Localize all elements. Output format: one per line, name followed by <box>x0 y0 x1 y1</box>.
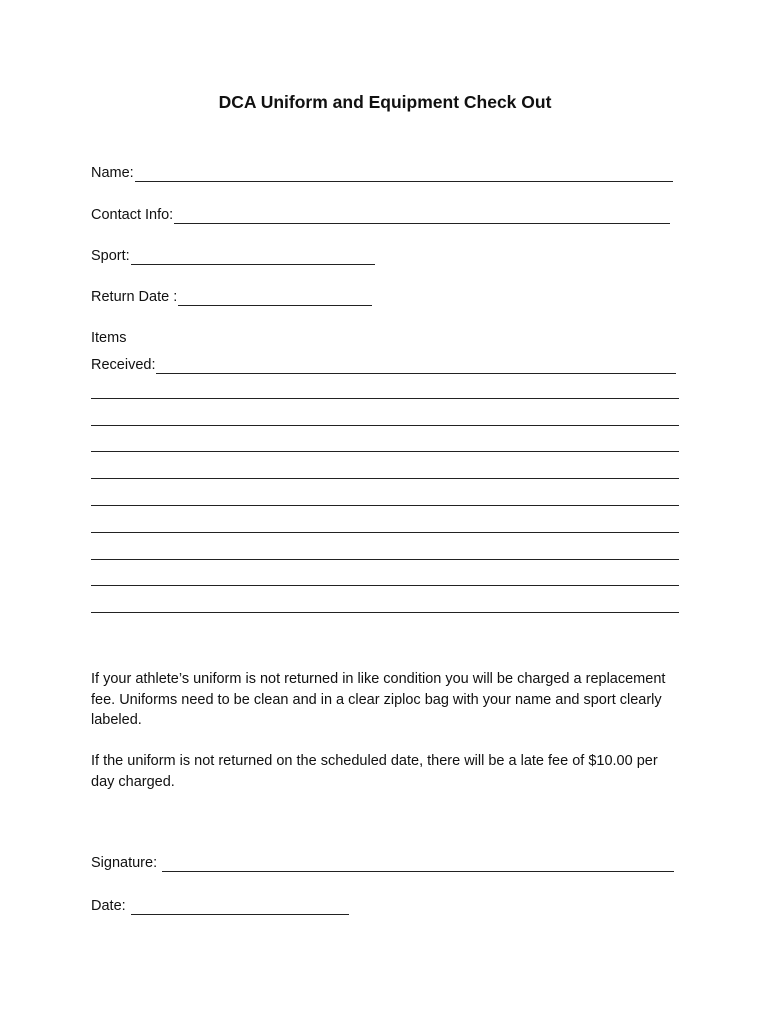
received-input-line[interactable] <box>156 358 676 374</box>
signature-label: Signature: <box>91 855 162 871</box>
page-title: DCA Uniform and Equipment Check Out <box>218 92 552 112</box>
items-blank-line[interactable] <box>91 425 679 426</box>
replacement-fee-notice: If your athlete’s uniform is not returned in like condition you will be charged a replacement fee. Uniforms need to be clean and in a clear ziploc bag with your name and sport clearly labeled. <box>91 671 666 728</box>
sport-label: Sport: <box>91 248 130 264</box>
items-blank-line[interactable] <box>91 398 679 399</box>
sport-input-line[interactable] <box>131 249 375 265</box>
items-blank-line[interactable] <box>91 478 679 479</box>
items-blank-line[interactable] <box>91 505 679 506</box>
return-date-input-line[interactable] <box>178 290 372 306</box>
contact-info-label: Contact Info: <box>91 207 174 223</box>
contact-info-input-line[interactable] <box>174 208 670 224</box>
contact-info-field <box>91 206 670 224</box>
date-field <box>91 897 349 915</box>
signature-field <box>91 854 674 872</box>
name-label: Name: <box>91 165 134 181</box>
items-blank-line[interactable] <box>91 585 679 586</box>
date-input-line[interactable] <box>131 899 349 915</box>
name-field <box>91 164 673 182</box>
return-date-label: Return Date : <box>91 289 178 305</box>
sport-field <box>91 247 375 265</box>
items-blank-line[interactable] <box>91 559 679 560</box>
items-blank-line[interactable] <box>91 532 679 533</box>
return-date-field <box>91 288 372 306</box>
date-label: Date: <box>91 898 130 914</box>
late-fee-notice: If the uniform is not returned on the scheduled date, there will be a late fee of $10.00 per day charged. <box>91 753 658 790</box>
items-label: Items <box>91 330 127 346</box>
signature-input-line[interactable] <box>162 856 674 872</box>
items-blank-line[interactable] <box>91 612 679 613</box>
items-blank-line[interactable] <box>91 451 679 452</box>
items-received-field <box>91 356 676 374</box>
name-input-line[interactable] <box>135 166 673 182</box>
received-label: Received: <box>91 357 156 373</box>
